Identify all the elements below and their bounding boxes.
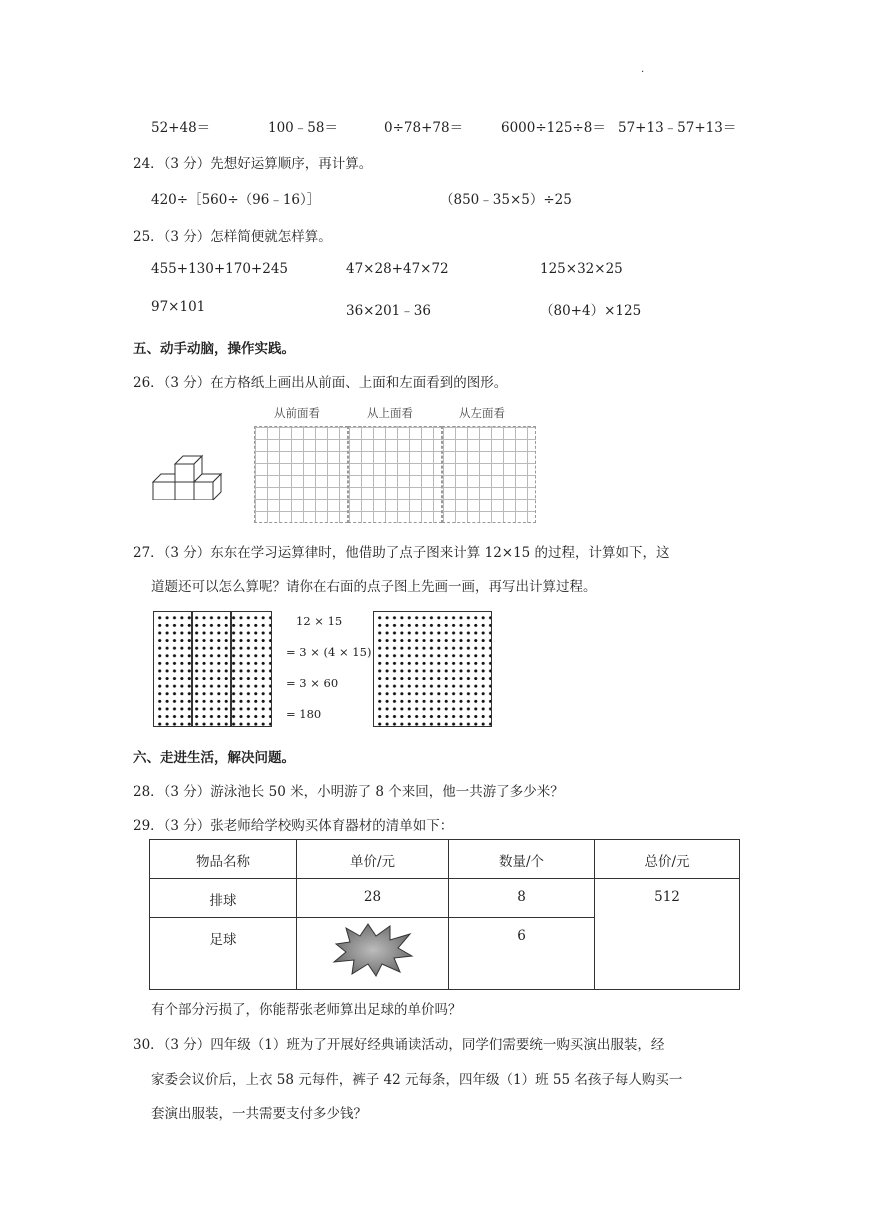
question-28: 28．（3 分）游泳池长 50 米，小明游了 8 个来回，他一共游了多少米？ — [133, 784, 564, 800]
expression: 47×28+47×72 — [346, 261, 449, 277]
calc-item: 100﹣58＝ — [268, 120, 338, 136]
calc-item: 57+13﹣57+13＝ — [618, 120, 737, 136]
question-29: 29．（3 分）张老师给学校购买体育器材的清单如下： — [133, 818, 454, 834]
question-25: 25．（3 分）怎样简便就怎样算。 — [133, 229, 332, 245]
dot-diagram-example — [153, 611, 272, 727]
question-27: 27．（3 分）东东在学习运算律时，他借助了点子图来计算 12×15 的过程，计算如下，这 — [133, 545, 670, 561]
calc-step: 12 × 15 — [296, 614, 343, 628]
expression: （80+4）×125 — [540, 303, 642, 319]
expression: 36×201﹣36 — [346, 303, 431, 319]
corner-mark: . — [641, 64, 645, 75]
grid-label-front: 从前面看 — [274, 406, 320, 420]
expression: 455+130+170+245 — [151, 261, 289, 277]
question-26: 26．（3 分）在方格纸上画出从前面、上面和左面看到的图形。 — [133, 375, 508, 391]
grid-label-top: 从上面看 — [367, 406, 413, 420]
question-30-cont: 家委会议价后，上衣 58 元每件，裤子 42 元每条，四年级（1）班 55 名孩子每人购买一 — [151, 1072, 683, 1088]
calc-item: 52+48＝ — [151, 120, 211, 136]
section-heading-6: 六、走进生活，解决问题。 — [133, 750, 295, 766]
item-qty: 6 — [449, 918, 595, 990]
expression: （850﹣35×5）÷25 — [440, 192, 572, 208]
question-29-note: 有个部分污损了，你能帮张老师算出足球的单价吗？ — [151, 1002, 462, 1018]
table-row — [150, 879, 740, 918]
calc-step: = 3 × (4 × 15) — [286, 645, 372, 659]
calc-item: 6000÷125÷8＝ — [501, 120, 606, 136]
table-header: 总价/元 — [595, 840, 740, 879]
expression: 97×101 — [151, 299, 206, 315]
calc-item: 0÷78+78＝ — [384, 120, 464, 136]
item-price: 28 — [297, 879, 449, 918]
expression: 125×32×25 — [540, 261, 623, 277]
stain-cell — [297, 918, 449, 990]
section-heading-5: 五、动手动脑，操作实践。 — [133, 341, 295, 357]
table-header: 物品名称 — [150, 840, 297, 879]
expression: 420÷［560÷（96﹣16）］ — [151, 192, 321, 208]
grid-label-left: 从左面看 — [459, 406, 505, 420]
question-30: 30．（3 分）四年级（1）班为了开展好经典诵读活动，同学们需要统一购买演出服装，经 — [133, 1037, 665, 1053]
calc-step: = 180 — [286, 707, 322, 721]
cube-stack-figure — [150, 446, 232, 500]
item-name: 排球 — [150, 879, 297, 918]
item-name: 足球 — [150, 918, 297, 990]
stain-blot-icon — [332, 922, 414, 978]
item-total: 512 — [595, 879, 740, 990]
calc-step: = 3 × 60 — [286, 676, 339, 690]
grid-paper-front[interactable] — [254, 426, 348, 523]
question-30-cont: 套演出服装，一共需要支付多少钱？ — [151, 1106, 367, 1122]
grid-paper-left[interactable] — [442, 426, 536, 523]
dot-diagram-blank[interactable] — [373, 611, 492, 727]
table-header: 数量/个 — [449, 840, 595, 879]
question-24: 24．（3 分）先想好运算顺序，再计算。 — [133, 156, 373, 172]
price-table — [149, 839, 740, 990]
item-qty: 8 — [449, 879, 595, 918]
grid-paper-top[interactable] — [348, 426, 442, 523]
question-27-cont: 道题还可以怎么算呢？请你在右面的点子图上先画一画，再写出计算过程。 — [151, 579, 597, 595]
table-header: 单价/元 — [297, 840, 449, 879]
